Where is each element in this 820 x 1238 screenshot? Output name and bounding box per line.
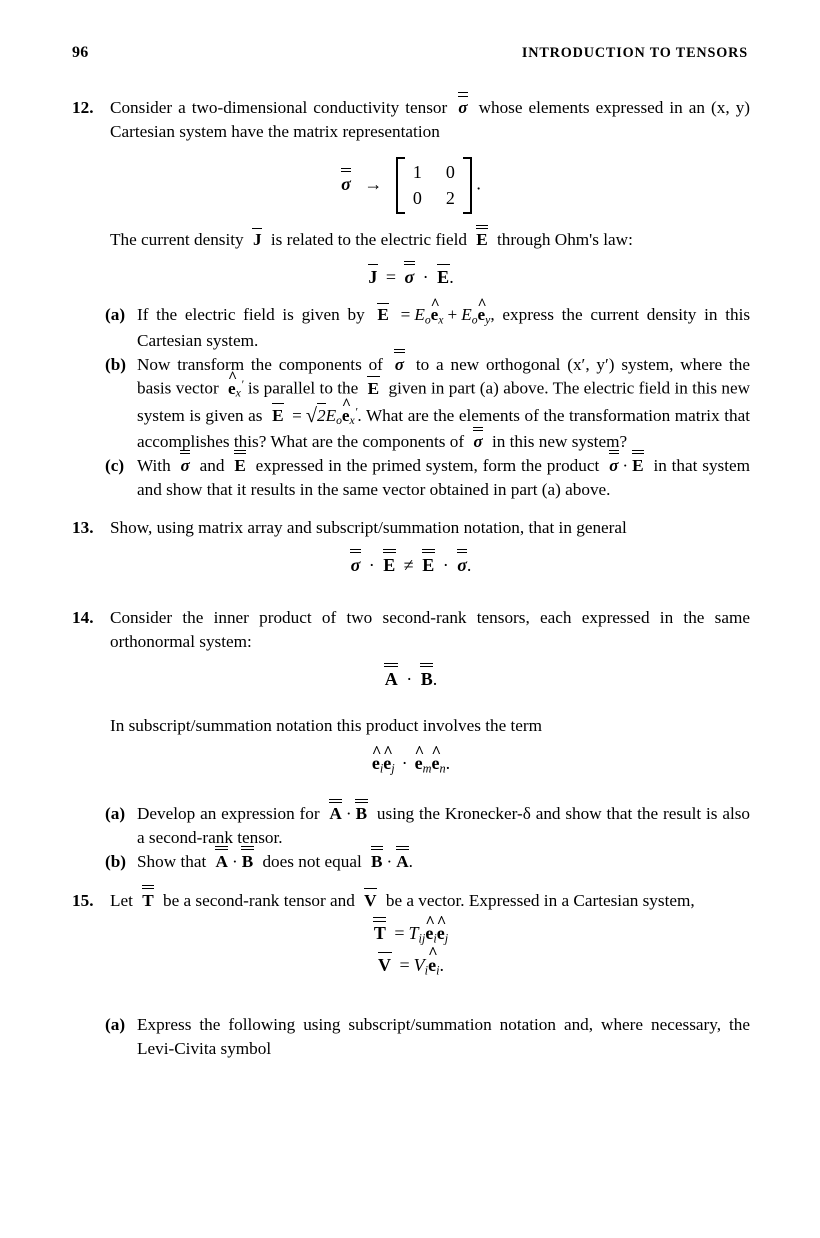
problem-14-parts [72, 802, 750, 873]
eq13-dot-right: · [442, 555, 449, 575]
problem-14-part-b [105, 850, 750, 874]
p14-part-b-text-3: . [408, 851, 413, 871]
problem-12-parts [72, 303, 750, 501]
part-b-unit-subscript: x [349, 414, 355, 428]
ohms-law-text-3: through Ohm's law: [497, 230, 633, 250]
eq15V-equals: = [399, 954, 410, 975]
part-c-text-1: With [137, 455, 171, 475]
equation-sigma-matrix [72, 157, 750, 214]
vector-V-symbol: V [364, 890, 377, 910]
ohms-law-paragraph [72, 228, 750, 252]
page-number: 96 [72, 44, 89, 61]
eq13-sigma-right: σ [457, 555, 467, 575]
problem-12-part-c [105, 454, 750, 501]
part-b-text-1: Now transform the components of [137, 354, 383, 374]
p14-part-a-A: A [329, 804, 342, 824]
eq14e-e1: ^ e [372, 754, 380, 772]
part-a-term2-subscript: o [471, 313, 478, 327]
eq13-relation: ≠ [403, 555, 414, 575]
part-b-basis-subscript: x [235, 386, 241, 400]
part-a-text-2: , express the current density in this Cartesian system. [137, 305, 751, 350]
part-b-text-6: in this new system? [491, 432, 628, 452]
p15-part-a-letter: (a) [105, 1014, 126, 1034]
problem-12-part-b [105, 353, 750, 454]
p14-part-b-dot-1: · [231, 851, 238, 871]
part-b-sigma-symbol-2: σ [473, 432, 483, 452]
equation-noncommutative [72, 554, 750, 577]
equation-T-expansion [72, 922, 750, 947]
part-a-term1-subscript: o [424, 313, 431, 327]
part-a-E-symbol: E [377, 305, 389, 325]
ohms-law-text-2: is related to the electric field [270, 230, 467, 250]
eq14e-trailing-period: . [445, 752, 451, 773]
eq14e-e4-subscript: n [439, 761, 446, 776]
matrix-relation-arrow: → [364, 173, 383, 194]
matrix-cell-12: 0 [445, 162, 455, 183]
part-b-basis-prime: ′ [240, 377, 244, 392]
ohms-equals: = [385, 266, 396, 287]
subscript-intro-text: In subscript/summation notation this product involves the term [110, 716, 543, 736]
problem-15-parts [72, 1013, 750, 1060]
equation-V-expansion [72, 954, 750, 979]
square-root-expression [306, 402, 326, 430]
matrix-cell-11: 1 [412, 162, 422, 183]
part-c-sigma-symbol: σ [180, 455, 190, 475]
part-b-text-5: . What are the elements of the transformation matrix that accomplishes this? What are the components of [137, 405, 751, 452]
eq15V-lhs: V [378, 954, 392, 975]
problem-13-text: Show, using matrix array and subscript/summation notation, that in general [110, 518, 627, 538]
eq13-E-left: E [383, 555, 396, 575]
part-a-term1-unit-vector: ^ e [431, 306, 439, 323]
radicand: 2 [317, 403, 326, 428]
tensor-T-symbol: T [142, 890, 154, 910]
part-a-text-1: If the electric field is given by [137, 305, 365, 325]
part-b-unit-prime: ′ [354, 404, 358, 419]
p14-part-a-text-1: Develop an expression for [137, 804, 320, 824]
p14-part-a-letter: (a) [105, 804, 126, 824]
part-a-term2-unit-subscript: y [485, 313, 491, 327]
part-c-text-3: expressed in the primed system, form the product [255, 455, 600, 475]
problem-13 [72, 516, 750, 540]
eq13-sigma-left: σ [350, 555, 361, 575]
problem-15-text-3: be a vector. Expressed in a Cartesian system, [385, 890, 695, 910]
matrix-2x2 [396, 157, 472, 214]
eq14-A: A [384, 668, 398, 689]
matrix-lhs-sigma: σ [341, 173, 351, 194]
p14-part-a-dot: · [345, 804, 352, 824]
part-a-plus: + [447, 305, 458, 325]
problem-15-text-1: Let [110, 890, 133, 910]
eq13-dot-left: · [368, 555, 375, 575]
part-b-text-3: is parallel to the [247, 378, 359, 398]
eq15T-lhs: T [373, 923, 386, 944]
p14-part-b-A2: A [396, 851, 409, 871]
ohms-dot: · [422, 266, 429, 287]
part-c-product-sigma: σ [609, 455, 619, 475]
eq15T-e1-subscript: i [433, 931, 437, 946]
part-b-coefficient-subscript: o [336, 414, 342, 428]
eq15T-e2: ^ e [437, 924, 445, 942]
p14-part-b-text-2: does not equal [262, 851, 362, 871]
p14-part-a-B: B [355, 804, 368, 824]
equation-ohms-law [72, 266, 750, 289]
radical-sign: √ [305, 405, 317, 428]
matrix-cell-22: 2 [445, 187, 455, 208]
problem-15-text-2: be a second-rank tensor and [162, 890, 355, 910]
equation-unit-vector-term [72, 752, 750, 777]
problem-15-number: 15. [72, 890, 94, 910]
part-b-unit-vector: ^ e [342, 407, 350, 424]
eq14e-e1-subscript: i [379, 761, 384, 776]
part-b-coefficient-E: E [325, 405, 337, 425]
eq14-B: B [420, 668, 433, 689]
matrix-right-bracket [463, 157, 472, 214]
page-body [72, 96, 750, 1060]
part-b-text-4: given in part (a) above. The electric field in this new system is given as [137, 378, 750, 425]
eq14e-e3: ^ e [415, 754, 423, 772]
eq15V-e1: ^ e [428, 956, 436, 974]
problem-15-part-a [105, 1013, 750, 1060]
part-c-E-symbol: E [234, 455, 246, 475]
eq15T-coefficient: T [408, 923, 419, 944]
p14-part-a-text-2: using the Kronecker-δ and show that the result is also a second-rank tensor. [137, 804, 751, 848]
part-b-E-symbol-2: E [272, 405, 284, 425]
part-a-term1-E: E [414, 305, 425, 325]
eq15V-coefficient-subscript: i [424, 962, 429, 977]
part-b-letter: (b) [105, 354, 127, 374]
eq14e-dot: · [401, 752, 408, 773]
part-b-basis-unit-vector: ^ e [228, 380, 236, 397]
matrix-left-bracket [396, 157, 405, 214]
p14-part-b-text-1: Show that [137, 851, 207, 871]
problem-14-number: 14. [72, 608, 94, 628]
p14-part-b-dot-2: · [386, 851, 393, 871]
eq15T-e2-subscript: j [444, 931, 449, 946]
eq15T-equals: = [394, 923, 405, 944]
problem-14 [72, 606, 750, 653]
part-c-text-2: and [199, 455, 225, 475]
electric-field-E: E [476, 230, 488, 250]
eq15V-coefficient: V [413, 954, 425, 975]
part-b-E-symbol: E [367, 378, 380, 398]
part-b-equals: = [292, 405, 302, 425]
part-c-letter: (c) [105, 455, 125, 475]
p14-part-b-B: B [241, 851, 254, 871]
matrix-trailing-period: . [476, 173, 481, 194]
problem-12-intro-text-before: Consider a two-dimensional conductivity tensor [110, 98, 448, 117]
current-density-J: J [252, 230, 262, 250]
eq15T-coefficient-subscript: ij [418, 931, 426, 946]
part-b-text-2: to a new orthogonal (x′, y′) system, where the basis vector [137, 354, 751, 398]
problem-14-subscript-intro [72, 714, 750, 738]
p14-part-b-B2: B [371, 851, 383, 871]
problem-13-number: 13. [72, 518, 94, 538]
eq14e-e3-subscript: m [422, 761, 432, 776]
problem-12-part-a [105, 303, 750, 352]
eq15T-e1: ^ e [425, 924, 433, 942]
ohms-lhs-J: J [368, 266, 378, 287]
problem-15 [72, 889, 750, 913]
sigma-tensor-symbol: σ [458, 98, 468, 117]
eq14-trailing-period: . [432, 668, 438, 689]
p14-part-b-letter: (b) [105, 851, 127, 871]
part-a-term2-E: E [461, 305, 472, 325]
running-title: INTRODUCTION TO TENSORS [521, 45, 748, 61]
problem-14-text: Consider the inner product of two second-rank tensors, each expressed in the same orthonormal system: [110, 608, 750, 652]
running-head [72, 44, 748, 62]
p14-part-b-A: A [215, 851, 228, 871]
p15-part-a-text: Express the following using subscript/summation notation and, where necessary, the Levi-Civita symbol [137, 1014, 750, 1058]
ohms-law-text-1: The current density [110, 230, 244, 250]
problem-12 [72, 96, 750, 143]
matrix-cells [405, 157, 463, 214]
matrix-cell-21: 0 [412, 187, 422, 208]
equation-inner-product-AB [72, 668, 750, 691]
part-a-term1-unit-subscript: x [438, 313, 444, 327]
eq13-trailing-period: . [466, 555, 472, 575]
eq14e-e2: ^ e [383, 754, 391, 772]
part-b-sigma-symbol: σ [394, 354, 405, 374]
eq15V-trailing-period: . [439, 954, 444, 975]
eq13-E-right: E [422, 555, 435, 575]
part-c-text-4: in that system and show that it results in the same vector obtained in part (a) above. [137, 455, 751, 499]
part-c-product-E: E [632, 455, 644, 475]
problem-12-number: 12. [72, 98, 94, 117]
part-a-letter: (a) [105, 305, 126, 325]
eq14e-e4: ^ e [432, 754, 440, 772]
eq14-dot: · [406, 668, 413, 689]
part-a-term2-unit-vector: ^ e [478, 306, 486, 323]
problem-12-intro-text-after: whose elements expressed in an (x, y) Cartesian system have the matrix representation [110, 98, 751, 141]
eq14e-e2-subscript: j [391, 761, 395, 776]
problem-14-part-a [105, 802, 750, 849]
part-c-product-dot: · [622, 455, 629, 475]
ohms-sigma: σ [404, 266, 415, 287]
eq15V-e1-subscript: i [436, 962, 440, 977]
part-a-equals: = [400, 305, 411, 325]
ohms-rhs-E: E [437, 266, 450, 287]
ohms-trailing-period: . [449, 266, 454, 287]
